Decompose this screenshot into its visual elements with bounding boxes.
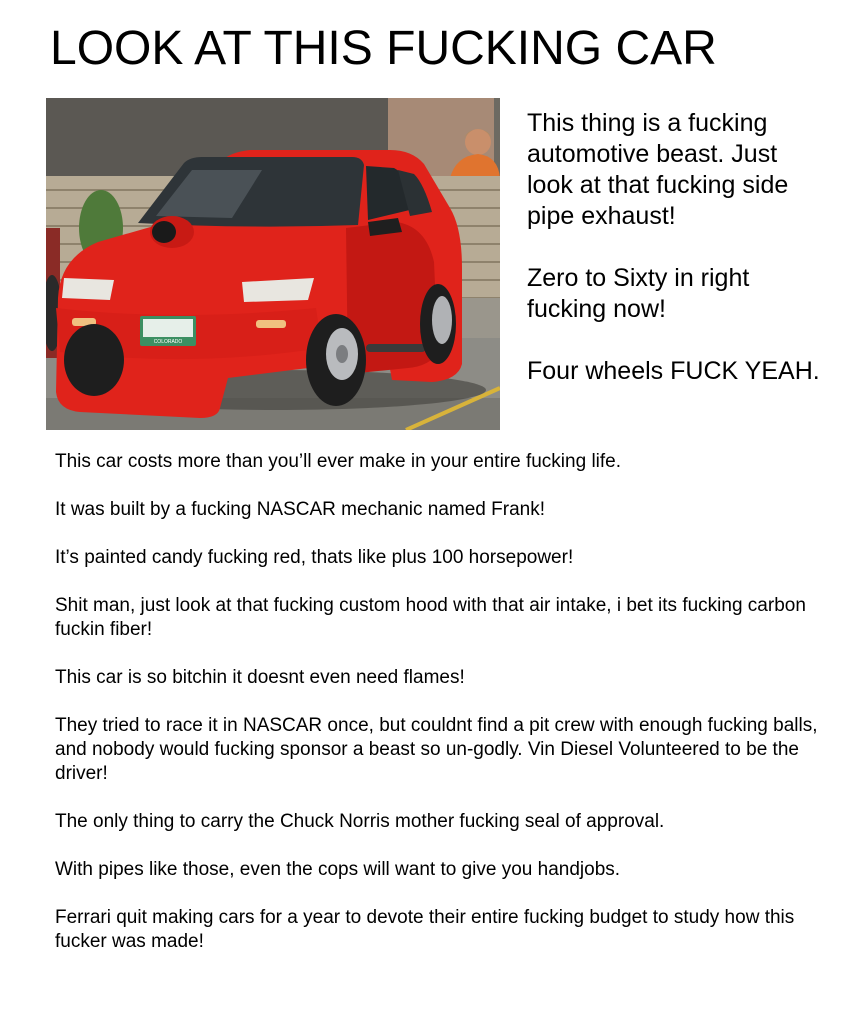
side-paragraph: This thing is a fucking automotive beast. Just look at that fucking side pipe exhaust! (527, 109, 789, 230)
side-paragraph: Zero to Sixty in right fucking now! (527, 264, 750, 323)
svg-text:COLORADO: COLORADO (153, 339, 183, 345)
body-paragraph: They tried to race it in NASCAR once, but couldnt find a pit crew with enough fucking balls, and nobody would fucking sponsor a beast so un-godly. Vin Diesel Volunteered to be the driver! (55, 715, 818, 784)
car-photo (46, 98, 500, 430)
side-caption (527, 108, 827, 418)
body-paragraph: With pipes like those, even the cops will want to give you handjobs. (55, 859, 621, 880)
body-paragraph: The only thing to carry the Chuck Norris mother fucking seal of approval. (55, 811, 665, 832)
body-paragraph: Shit man, just look at that fucking custom hood with that air intake, i bet its fucking carbon fuckin fiber! (55, 595, 806, 640)
body-text (55, 450, 825, 978)
body-paragraph: Ferrari quit making cars for a year to devote their entire fucking budget to study how this fucker was made! (55, 907, 795, 952)
body-paragraph: This car is so bitchin it doesnt even need flames! (55, 667, 465, 688)
body-paragraph: This car costs more than you’ll ever make in your entire fucking life. (55, 451, 622, 472)
side-paragraph: Four wheels FUCK YEAH. (527, 357, 820, 385)
license-plate (140, 316, 196, 346)
hood-air-intake (150, 216, 194, 248)
side-pipe-exhaust (366, 344, 426, 352)
wheel (64, 324, 124, 396)
wheel (306, 314, 366, 406)
page-title: LOOK AT THIS FUCKING CAR (50, 22, 717, 75)
wheel (420, 284, 456, 364)
body-paragraph: It was built by a fucking NASCAR mechanic named Frank! (55, 499, 545, 520)
body-paragraph: It’s painted candy fucking red, thats like plus 100 horsepower! (55, 547, 574, 568)
